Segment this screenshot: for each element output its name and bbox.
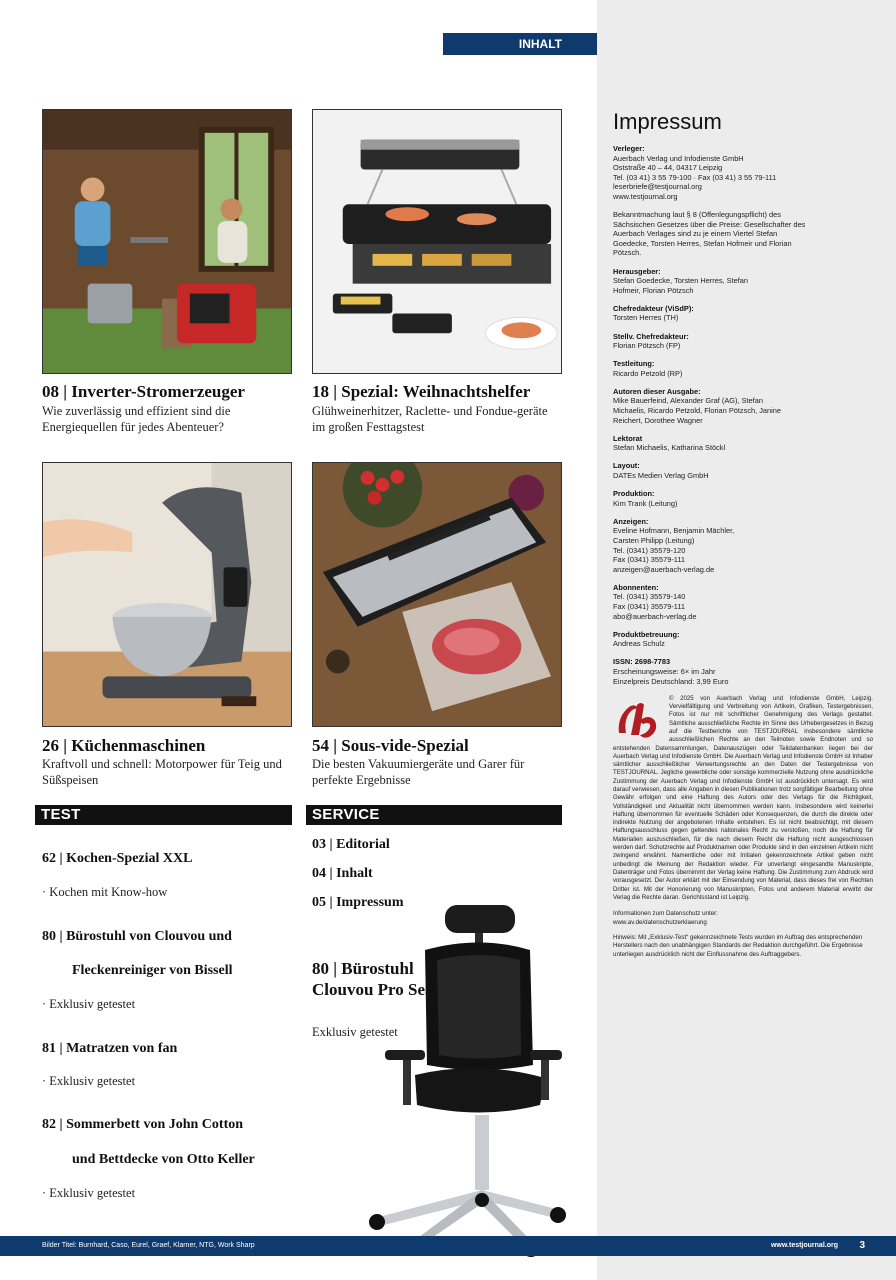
test-item-2-title-line2[interactable]: Fleckenreiniger von Bissell	[72, 963, 233, 978]
photo-credits: Bilder Titel: Burnhard, Caso, Eurel, Graef, Klarner, NTG, Work Sharp	[42, 1242, 255, 1249]
chefredakteur-block: Chefredakteur (ViSdP): Torsten Herres (TH)	[613, 303, 694, 323]
photo-inverter-generator	[42, 109, 292, 374]
issn-block: ISSN: 2698-7783 Erscheinungsweise: 6× im Jahr Einzelpreis Deutschland: 3,99 Euro	[613, 657, 729, 686]
copyright-legal: © 2025 von Auerbach Verlag und Infodienste GmbH, Leipzig. Vervielfältigung und Verbreitung von Artikeln, Grafiken, Testergebnissen, Fotos ist nur mit schriftlicher Genehmigung des Verlags gestattet. Sämtliche ausschließliche Rechte im Sinne des Urhebergesetzes in Bezug auf die Testberichte von TESTJOURNAL insbesondere sämtliche ausschließlichen Rechte an den Teilnoten sowie Endnoten und so entstehenden Datensammlungen, Datenauszügen oder Teildatenbanken liegen bei der Auerbach Verlag und Infodienste GmbH. Die Auerbach Verlag und Infodienste GmbH ist Inhaber sämtlicher ausschließlicher Verwertungsrechte an den Daten der Testergebnisse von TESTJOURNAL. Jegliche gewerbliche oder sonstige kommerzielle Nutzung ohne ausdrückliche Zustimmung der Auerbach Verlag und Infodienste GmbH ist ausdrücklich untersagt. Es wird darauf verwiesen, dass alle Angaben in diesen Publikationen trotz sorgfältiger Bearbeitung ohne Gewähr erfolgen und eine Haftung des Autors oder des Verlags für die Richtigkeit, Vollständigkeit und Aktualität nicht übernommen werden kann. Insbesondere wird keinerlei Haftung übernommen für eventuelle Schäden oder Konsequenzen, die durch die direkte oder indirekte Nutzung der angebotenen Inhalte entstehen. Es ist nicht beabsichtigt, mit diesem Haftungsausschluss gegen geltendes nationales Recht zu verstoßen, noch die Haftung für Materialien auszuschließen, für die nach diesem Recht die Haftung nicht ausgeschlossen werden darf. Schutzrechte auf Produktnamen oder Produkte sind in den einzelnen Artikeln nicht zwingend erwähnt. Namentliche oder mit Initialen gekennzeichnete Artikel geben nicht unbedingt die Meinung der Redaktion wieder. Für unverlangt eingesandte Manuskripte, Datenträger und Fotos übernimmt der Verlag keine Haftung. Die Zustimmung zum Abdruck wird vorausgesetzt. Der Autor erklärt mit der Einsendung von Material, dass dieses frei von Rechten Dritter ist. Mit der Honorierung von Manuskripten, Fotos und anderem Material erwirbt der Verlag die Rechte daran. Gerichtsstand ist Leipzig.	[613, 694, 873, 901]
page-number: 3	[859, 1240, 865, 1251]
test-item-1-sub: · Kochen mit Know-how	[42, 885, 168, 899]
office-chair-image	[355, 900, 570, 1265]
auerbach-logo-icon	[613, 697, 663, 741]
test-item-2-sub: · Exklusiv getestet	[42, 997, 136, 1011]
test-item-3-sub: · Exklusiv getestet	[42, 1074, 136, 1088]
email-link[interactable]: leserbriefe@testjournal.org	[613, 182, 702, 192]
lektorat-block: Lektorat Stefan Michaelis, Katharina Stöckl	[613, 433, 726, 453]
autoren-block: Autoren dieser Ausgabe: Mike Bauerfeind, Alexander Graf (AG), Stefan Michaelis, Ricardo Petzold, Florian Pötzsch, Janine Reichert, Dorothee Wagner	[613, 386, 782, 425]
article-desc-2: Glühweinerhitzer, Raclette- und Fondue-geräte im großen Festtagstest	[312, 404, 548, 434]
article-desc-1: Wie zuverlässig und effizient sind die Energiequellen für jedes Abenteuer?	[42, 404, 231, 434]
stellv-chefredakteur-block: Stellv. Chefredakteur: Florian Pötzsch (FP)	[613, 331, 689, 351]
article-title-3[interactable]: 26 | Küchenmaschinen	[42, 736, 206, 755]
test-item-3-title[interactable]: 81 | Matratzen von fan	[42, 1041, 178, 1056]
abonnenten-block: Abonnenten: Tel. (0341) 35579-140 Fax (0341) 35579-111 abo@auerbach-verlag.de	[613, 583, 873, 621]
footer-bar	[0, 1236, 896, 1256]
test-item-1-title[interactable]: 62 | Kochen-Spezial XXL	[42, 851, 193, 866]
testleitung-block: Testleitung: Ricardo Petzold (RP)	[613, 359, 683, 378]
impressum	[613, 108, 873, 966]
feature-title[interactable]: 80 | Bürostuhl Clouvou Pro Seat	[312, 959, 440, 999]
anzeigen-email-link[interactable]: anzeigen@auerbach-verlag.de	[613, 564, 715, 574]
photo-raclette	[312, 109, 562, 374]
produktion-block: Produktion: Kim Trank (Leitung)	[613, 489, 678, 508]
test-item-4-sub: · Exklusiv getestet	[42, 1186, 136, 1200]
photo-kitchen-machine	[42, 462, 292, 727]
herausgeber-block: Herausgeber: Stefan Goedecke, Torsten Herres, Stefan Hofmeir, Florian Pötzsch	[613, 266, 749, 295]
test-item-4-title[interactable]: 82 | Sommerbett von John Cotton	[42, 1117, 244, 1132]
impressum-title: Impressum	[613, 109, 722, 134]
service-item-editorial[interactable]: 03 | Editorial	[312, 837, 390, 852]
section-tag: INHALT	[443, 33, 597, 55]
service-item-inhalt[interactable]: 04 | Inhalt	[312, 866, 373, 881]
website-link[interactable]: www.testjournal.org	[613, 191, 678, 201]
article-title-2[interactable]: 18 | Spezial: Weihnachtshelfer	[312, 382, 531, 401]
layout-block: Layout: DATEs Medien Verlag GmbH	[613, 461, 709, 481]
service-section-header: SERVICE	[306, 805, 562, 825]
test-section-header: TEST	[35, 805, 292, 825]
test-item-2-title[interactable]: 80 | Bürostuhl von Clouvou und	[42, 929, 232, 944]
exklusiv-test-note: Hinweis: Mit „Exklusiv-Test“ gekennzeichnete Tests wurden im Auftrag des entsprechenden Herstellers nach den unabhängigen Standards der Redaktion durchgeführt. Die Ergebnisse unterliegen ausdrücklich nicht der Einflussnahme des Auftraggebers.	[613, 933, 863, 958]
abo-email-link[interactable]: abo@auerbach-verlag.de	[613, 611, 697, 621]
footer-url-link[interactable]: www.testjournal.org	[770, 1242, 838, 1249]
article-title-1[interactable]: 08 | Inverter-Stromerzeuger	[42, 382, 245, 401]
photo-vacuum-sealer	[312, 462, 562, 727]
service-item-impressum[interactable]: 05 | Impressum	[312, 895, 404, 910]
produktbetreuung-block: Produktbetreuung: Andreas Schulz	[613, 629, 680, 649]
verleger-block: Verleger: Auerbach Verlag und Infodienste GmbH Oststraße 40 – 44, 04317 Leipzig Tel. (03 41) 3 55 79-100 · Fax (03 41) 3 55 79-111 leserbriefe@testjournal.org www.testjournal.org	[613, 144, 873, 202]
test-item-4-title-line2[interactable]: und Bettdecke von Otto Keller	[72, 1152, 255, 1167]
article-title-4[interactable]: 54 | Sous-vide-Spezial	[312, 736, 469, 755]
datenschutz-note: Informationen zum Datenschutz unter: www.av.de/datenschutzerklaerung	[613, 910, 718, 926]
article-desc-3: Kraftvoll und schnell: Motorpower für Teig und Süßspeisen	[42, 757, 282, 787]
article-desc-4: Die besten Vakuumiergeräte und Garer für perfekte Ergebnisse	[312, 757, 525, 787]
anzeigen-block: Anzeigen: Eveline Hofmann, Benjamin Mächler, Carsten Philipp (Leitung) Tel. (0341) 35579-120 Fax (0341) 35579-111 anzeigen@auerbach-verlag.de	[613, 517, 873, 575]
feature-desc: Exklusiv getestet	[312, 1025, 398, 1039]
bekanntmachung: Bekanntmachung laut § 8 (Offenlegungspflicht) des Sächsischen Gesetzes über die Preise: Gesellschafter des Auerbach Verlages sind zu je einem Viertel Stefan Goedecke, Torsten Herres, Stefan Hofmeir und Florian Pötzsch.	[613, 210, 806, 258]
